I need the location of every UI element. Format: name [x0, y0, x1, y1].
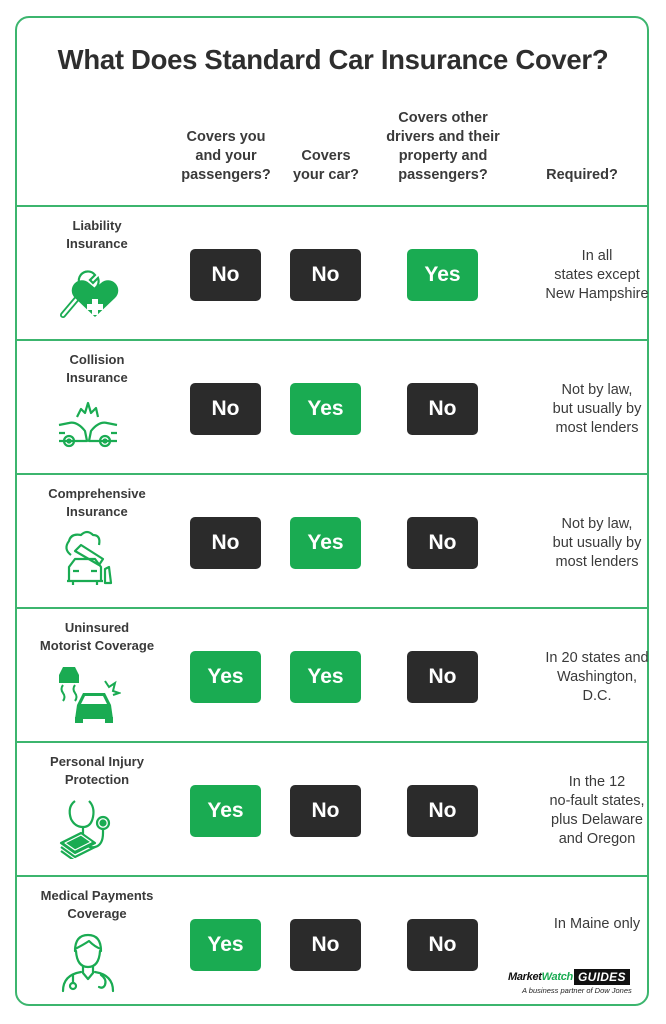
badge-covers-others: No: [407, 651, 478, 703]
badge-covers-car: Yes: [290, 383, 361, 435]
table-row-comprehensive: [15, 473, 649, 608]
badge-covers-car: No: [290, 785, 361, 837]
row-label: Liability Insurance: [66, 218, 128, 251]
page-title: What Does Standard Car Insurance Cover?: [57, 44, 609, 75]
logo-tagline: A business partner of Dow Jones: [522, 986, 632, 995]
badge-covers-others: No: [407, 785, 478, 837]
table-row-collision: [15, 339, 649, 474]
car-collision-icon: [55, 391, 121, 457]
table-row-liability: [15, 205, 649, 340]
badge-covers-others: No: [407, 517, 478, 569]
column-header-covers-you: Covers you and your passengers?: [181, 129, 271, 183]
badge-covers-car: No: [290, 919, 361, 971]
row-label: Medical Payments Coverage: [40, 888, 154, 921]
required-text: In Maine only: [553, 916, 641, 932]
hit-and-run-car-icon: [55, 659, 121, 725]
row-label: Personal Injury Protection: [50, 754, 144, 787]
marketwatch-guides-logo: MarketWatch GUIDES A business partner of Dow Jones: [508, 968, 638, 995]
badge-covers-others: Yes: [407, 249, 478, 301]
required-text: In all states except New Hampshire: [545, 248, 649, 302]
row-label: Collision Insurance: [66, 352, 128, 385]
required-text: Not by law, but usually by most lenders: [552, 382, 642, 436]
required-text: In 20 states and Washington, D.C.: [545, 650, 649, 704]
badge-covers-others: No: [407, 383, 478, 435]
row-label: Comprehensive Insurance: [48, 486, 146, 519]
required-text: In the 12 no-fault states, plus Delaware and Oregon: [549, 774, 645, 847]
badge-covers-you: No: [190, 249, 261, 301]
column-header-covers-others: Covers other drivers and their property and passengers?: [386, 110, 500, 183]
badge-covers-car: Yes: [290, 651, 361, 703]
column-header-required: Required?: [546, 167, 618, 183]
table-row-personal-injury-protection: [15, 741, 649, 876]
table-row-uninsured-motorist: [15, 607, 649, 742]
required-text: Not by law, but usually by most lenders: [552, 516, 642, 570]
badge-covers-you: Yes: [190, 785, 261, 837]
badge-covers-you: No: [190, 383, 261, 435]
badge-covers-you: Yes: [190, 919, 261, 971]
badge-covers-car: Yes: [290, 517, 361, 569]
badge-covers-you: Yes: [190, 651, 261, 703]
row-label: Uninsured Motorist Coverage: [39, 620, 155, 653]
stethoscope-money-icon: [55, 793, 121, 859]
badge-covers-car: No: [290, 249, 361, 301]
badge-covers-others: No: [407, 919, 478, 971]
wrench-heart-icon: [55, 257, 121, 323]
column-header-covers-car: Covers your car?: [292, 148, 360, 183]
tree-on-car-icon: [55, 525, 121, 591]
badge-covers-you: No: [190, 517, 261, 569]
doctor-icon: [55, 927, 121, 993]
